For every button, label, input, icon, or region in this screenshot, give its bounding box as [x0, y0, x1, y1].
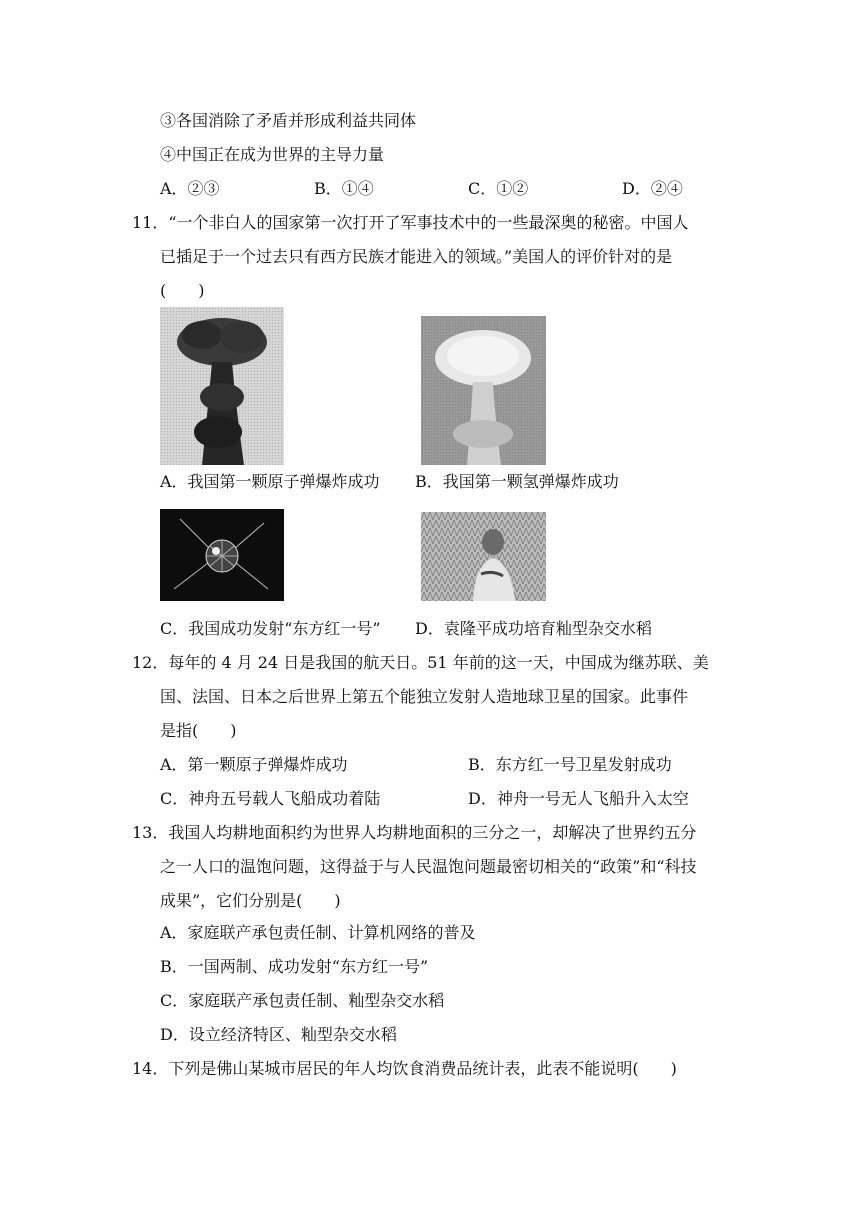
q13-option-d: D．设立经济特区、籼型杂交水稻: [160, 1025, 397, 1044]
q12-stem-line-2: 国、法国、日本之后世界上第五个能独立发射人造地球卫星的国家。此事件: [160, 687, 689, 706]
rice-field-photo: [421, 512, 546, 601]
q10-option-a: A．②③: [160, 179, 220, 198]
q12-option-a: A．第一颗原子弹爆炸成功: [160, 755, 348, 774]
hydrogen-bomb-photo: [421, 316, 546, 465]
q10-item-4: ④中国正在成为世界的主导力量: [160, 145, 385, 164]
satellite-photo: [160, 509, 284, 601]
q12-option-d: D．神舟一号无人飞船升入太空: [468, 789, 689, 808]
q12-stem-line-1: 12．每年的 4 月 24 日是我国的航天日。51 年前的这一天，中国成为继苏联、美: [132, 653, 709, 672]
q11-stem-line-3: ( ): [160, 281, 205, 300]
q11-option-d: D．袁隆平成功培育籼型杂交水稻: [415, 619, 652, 638]
atomic-bomb-photo: [160, 307, 284, 465]
q13-option-a: A．家庭联产承包责任制、计算机网络的普及: [160, 923, 476, 942]
q11-option-c: C．我国成功发射“东方红一号”: [160, 619, 381, 638]
q13-stem-line-3: 成果”，它们分别是( ): [160, 891, 341, 910]
q12-option-c: C．神舟五号载人飞船成功着陆: [160, 789, 381, 808]
q11-option-a: A．我国第一颗原子弹爆炸成功: [160, 472, 380, 491]
q12-option-b: B．东方红一号卫星发射成功: [468, 755, 672, 774]
q10-item-3: ③各国消除了矛盾并形成利益共同体: [160, 111, 417, 130]
q10-option-d: D．②④: [622, 179, 683, 198]
q14-stem-line-1: 14．下列是佛山某城市居民的年人均饮食消费品统计表，此表不能说明( ): [132, 1059, 677, 1078]
q10-option-c: C．①②: [468, 179, 529, 198]
q12-stem-line-3: 是指( ): [160, 721, 237, 740]
q11-stem-line-1: 11．“一个非白人的国家第一次打开了军事技术中的一些最深奥的秘密。中国人: [132, 213, 689, 232]
q13-option-b: B．一国两制、成功发射“东方红一号”: [160, 957, 429, 976]
q11-stem-line-2: 已插足于一个过去只有西方民族才能进入的领域。”美国人的评价针对的是: [160, 247, 673, 266]
q13-stem-line-1: 13．我国人均耕地面积约为世界人均耕地面积的三分之一，却解决了世界约五分: [132, 823, 697, 842]
q10-option-b: B．①④: [314, 179, 374, 198]
q13-stem-line-2: 之一人口的温饱问题，这得益于与人民温饱问题最密切相关的“政策”和“科技: [160, 857, 697, 876]
q11-option-b: B．我国第一颗氢弹爆炸成功: [415, 472, 619, 491]
q13-option-c: C．家庭联产承包责任制、籼型杂交水稻: [160, 991, 445, 1010]
